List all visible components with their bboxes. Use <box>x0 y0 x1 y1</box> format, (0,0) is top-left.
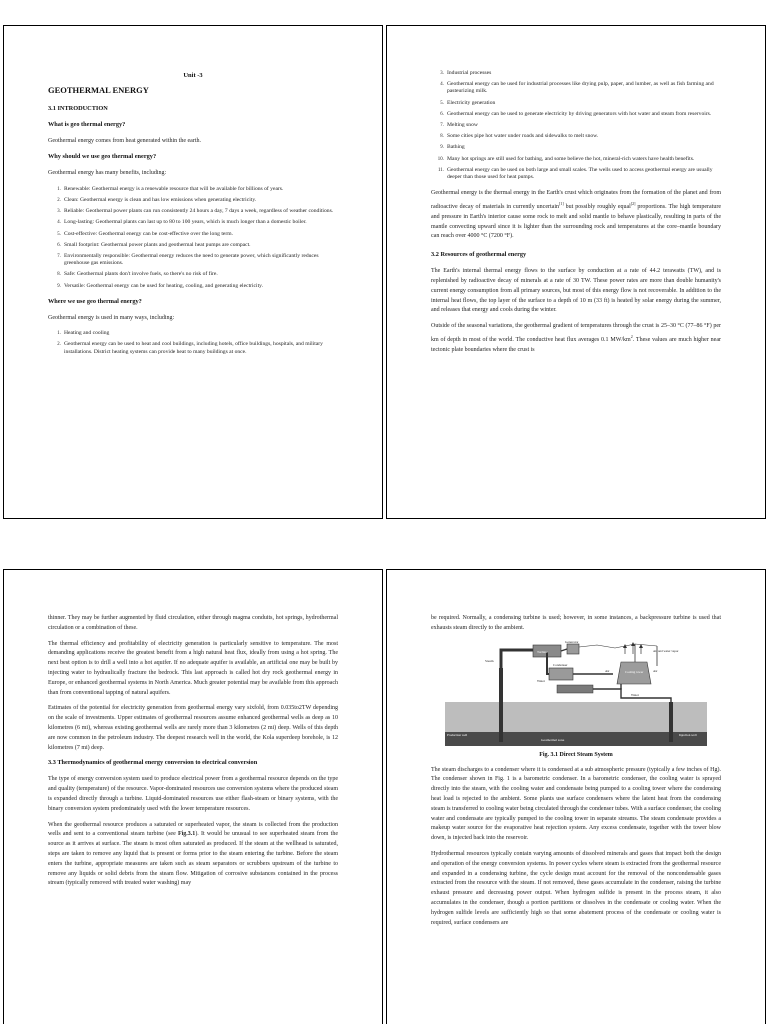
unit-label: Unit -3 <box>183 72 203 79</box>
label-turbine: Turbine <box>537 649 548 654</box>
list-item: 2. Geothermal energy can be used to heat and cool buildings, including hotels, office buildings, hospitals, and military installations. District heating systems can provide heat to many buildings at once. <box>62 341 338 355</box>
list-item: 5. Electricity generation <box>445 100 721 107</box>
paragraph: Geothermal energy has many benefits, including: <box>48 170 167 177</box>
section-heading-thermodynamics: 3.3 Thermodynamics of geothermal energy conversion to electrical conversion <box>48 759 258 767</box>
paragraph: Geothermal energy is used in many ways, including: <box>48 314 175 321</box>
document-page-3 <box>3 569 383 1024</box>
list-item: 7. Environmentally responsible: Geothermal energy reduces the need to generate power, which significantly reduces greenhouse gas emissions. <box>62 253 338 267</box>
question-heading: What is geo thermal energy? <box>48 121 126 128</box>
paragraph: The thermal efficiency and profitability of electricity generation is particularly sensitive to temperature. The most demanding applications receive the greatest benefit from a high natural heat flux, ideally from using a hot spring. The next best option is to drill a well into a hot aquifer. If no adequate aquifer is available, an artificial one may be built by injecting water to hydraulically fracture the bedrock. This last approach is called hot dry rock geothermal energy in Europe, or enhanced geothermal systems in North America. Much greater potential may be available from this approach than from conventional tapping of natural aquifers. <box>48 640 338 696</box>
text-run: When the geothermal resource produces a saturated or superheated vapor, the steam is collected from the production wells and sent to a conventional steam turbine (see <box>48 821 338 838</box>
list-item: 7. Melting snow <box>445 122 721 129</box>
list-item: 8. Safe: Geothermal plants don't involve fuels, so there's no risk of fire. <box>62 271 338 278</box>
generator <box>567 644 579 654</box>
cooling-water-pool <box>557 685 593 693</box>
paragraph: Geothermal energy comes from heat generated within the earth. <box>48 138 201 144</box>
list-item: 1. Heating and cooling <box>62 330 338 337</box>
figure-reference: Fig.3.1 <box>177 831 196 838</box>
label-water-left: Water <box>537 678 546 683</box>
list-item: 6. Small footprint: Geothermal power plants and geothermal heat pumps are compact. <box>62 242 338 249</box>
paragraph: thinner. They may be further augmented by fluid circulation, either through magma conduits, hot springs, hydrothermal circulation or a combination of these. <box>48 615 338 631</box>
section-heading-intro: 3.1 INTRODUCTION <box>48 105 108 112</box>
list-item: 3. Reliable: Geothermal power plants can run consistently 24 hours a day, 7 days a week, regardless of weather conditions. <box>62 208 338 215</box>
list-item: 2. Clean: Geothermal energy is clean and has low emissions when generating electricity. <box>62 197 338 204</box>
paragraph <box>48 821 338 890</box>
text-run: ). It would be unusual to see superheated steam from the source as it arrives at surface. The steam is most often saturated as produced. If the steam at the wellhead is saturated, steps are taken to remove any liquid that is present or forms prior to the steam entering the turbine. Before the steam enters the turbine, appropriate measures are taken such as steam separators or scrubbers upstream of the turbine to remove any liquids or solid debris from the steam flow. Mitigation of corrosive substances contained in the process stream (typically removed with treated water washing) may <box>48 831 338 887</box>
list-item: 10. Many hot springs are still used for bathing, and some believe the hot, mineral-rich waters have health benefits. <box>445 156 721 163</box>
text-run: Outside of the seasonal variations, the geothermal gradient of temperatures through the crust is 25–30 °C (77–86 °F) per km of depth in most of the world. The conductive heat flux averages 0.1 MW/km <box>431 323 721 343</box>
list-item: 5. Cost-effective: Geothermal energy can be cost-effective over the long term. <box>62 231 338 238</box>
superscript: 2 <box>630 334 633 339</box>
condenser <box>549 668 573 680</box>
list-item: 4. Geothermal energy can be used for industrial processes like drying pulp, paper, and lumber, as well as fish farming and pasteurizing milk. <box>445 81 721 95</box>
paragraph: The type of energy conversion system used to produce electrical power from a geothermal resource depends on the type and quality (temperature) of the resource. Vapor-dominated resources use conversion systems where the produced steam is expanded directly through a turbine. Liquid-dominated resources use either flash-steam or binary systems, with the binary conversion system predominately used with the lower temperature resources. <box>48 776 338 812</box>
list-item: 3. Industrial processes <box>445 70 721 77</box>
text-run: proportions. The high temperature and pressure in Earth's interior cause some rock to melt and solid mantle to behave plastically, resulting in parts of the mantle convecting upward since it is lighter than the surrounding rock and temperatures at the core–mantle boundary can reach over 4000 °C (7200 °F). <box>431 204 721 240</box>
ground-layer <box>445 702 707 732</box>
injection-well-pipe <box>669 702 673 742</box>
label-cooling-tower: Cooling tower <box>625 669 644 674</box>
list-item: 6. Geothermal energy can be used to generate electricity by driving generators with hot water and steam from reservoirs. <box>445 111 721 118</box>
text-run: but possibly roughly equal <box>563 204 631 211</box>
label-air-right: Air <box>653 668 658 673</box>
label-steam: Steam <box>485 658 494 663</box>
production-well-pipe <box>499 668 503 742</box>
paragraph: Hydrothermal resources typically contain varying amounts of dissolved minerals and gases that impact both the design and operation of the energy conversion systems. In power cycles where steam is extracted from the geothermal resource and expanded in a condensing turbine, the cycle design must account for the removal of the noncondensable gases extracted from the resource with the steam. If not removed, these gases accumulate in the condenser, raising the turbine exhaust pressure and decreasing power output. When hydrogen sulfide is present in the process steam, it also accumulates in the condenser, though a portion partitions or dissolves in the condensate or cooling water. When the hydrogen sulfide levels are sufficiently high so that some abatement process of the condensate or cooling water is required, surface condensers are <box>431 850 721 926</box>
list-item: 9. Versatile: Geothermal energy can be used for heating, cooling, and generating electricity. <box>62 283 338 290</box>
citation-link[interactable]: [1] <box>559 201 564 207</box>
label-air-left: Air <box>605 668 610 673</box>
paragraph: The Earth's internal thermal energy flows to the surface by conduction at a rate of 44.2 terawatts (TW), and is replenished by radioactive decay of minerals at a rate of 30 TW. These power rates are more than double humanity's current energy consumption from all primary sources, but most of this energy flow is not recoverable. In addition to the internal heat flows, the top layer of the surface to a depth of 10 m (33 ft) is heated by solar energy during the summer, and releases that energy and cools during the winter. <box>431 268 721 314</box>
list-item: 11. Geothermal energy can be used on both large and small scales. The wells used to access geothermal energy are usually deeper than those used for heat pumps. <box>445 167 721 181</box>
list-item: 1. Renewable: Geothermal energy is a renewable resource that will be available for billions of years. <box>62 186 338 193</box>
text-run: . These values are much higher near tectonic plate boundaries where the crust is <box>431 337 721 353</box>
paragraph: The steam discharges to a condenser where it is condensed at a sub atmospheric pressure (typically a few inches of Hg). The condenser shown in Fig. 1 is a barometric condenser. In a barometric condenser, the cooling water is sprayed directly into the steam, with the cooling water and condensate being pumped to a cooling tower where the condensing heat load is rejected to the ambient. Some plants use surface condensers where the latent heat from the condensing steam is transferred to cooling water being circulated through the condenser tubes. With a surface condenser, the cooling water and condensate are typically pumped to the cooling tower in separate streams. The steam condensate provides a makeup water source for the evaporative heat rejection system. Any excess condensate, together with the tower blow down, is injected back into the reservoir. <box>431 766 721 842</box>
label-condenser: Condenser <box>553 662 568 667</box>
figure-caption: Fig. 3.1 Direct Steam System <box>539 751 613 758</box>
label-generator: Generator <box>565 639 579 644</box>
label-injection-well: Injection well <box>679 732 697 737</box>
section-heading-resources: 3.2 Resources of geothermal energy <box>431 251 527 259</box>
list-item: 4. Long-lasting: Geothermal plants can last up to 80 to 100 years, which is much longer than a domestic boiler. <box>62 219 338 226</box>
direct-steam-system-diagram <box>445 640 707 746</box>
geothermal-zone <box>445 732 707 746</box>
question-heading: Where we use geo thermal energy? <box>48 297 142 305</box>
uses-list <box>48 330 338 356</box>
label-geothermal-zone: Geothermal zone <box>541 737 565 742</box>
uses-list-continued <box>431 70 721 181</box>
paragraph <box>431 322 721 355</box>
paragraph <box>431 189 721 242</box>
label-air-and-water-vapor: Air and water vapor <box>653 648 679 653</box>
question-heading: Why should we use geo thermal energy? <box>48 153 157 161</box>
list-item: 8. Some cities pipe hot water under roads and sidewalks to melt snow. <box>445 133 721 140</box>
label-production-well: Production well <box>447 732 468 737</box>
document-page-4 <box>386 569 766 1024</box>
document-page-2 <box>386 25 766 519</box>
label-water-bottom: Water <box>631 692 640 697</box>
document-page-1 <box>3 25 383 519</box>
paragraph: be required. Normally, a condensing turbine is used; however, in some instances, a backpressure turbine is used that exhausts steam directly to the ambient. <box>431 615 721 631</box>
text-run: Geothermal energy is the thermal energy in the Earth's crust which originates from the formation of the planet and from radioactive decay of materials in currently uncertain <box>431 190 721 211</box>
paragraph: Estimates of the potential for electricity generation from geothermal energy vary sixfold, from 0.035to2TW depending on the scale of investments. Upper estimates of geothermal resources assume enhanced geothermal wells as deep as 10 kilometres (6 mi), whereas existing geothermal wells are rarely more than 3 kilometres (2 mi) deep. Wells of this depth are now common in the petroleum industry. The deepest research well in the world, the Kola superdeep borehole, is 12 kilometres (7 mi) deep. <box>48 705 338 751</box>
list-item: 9. Bathing <box>445 144 721 151</box>
citation-link[interactable]: [2] <box>630 201 636 207</box>
benefits-list <box>48 186 338 290</box>
page-title: GEOTHERMAL ENERGY <box>48 85 149 95</box>
